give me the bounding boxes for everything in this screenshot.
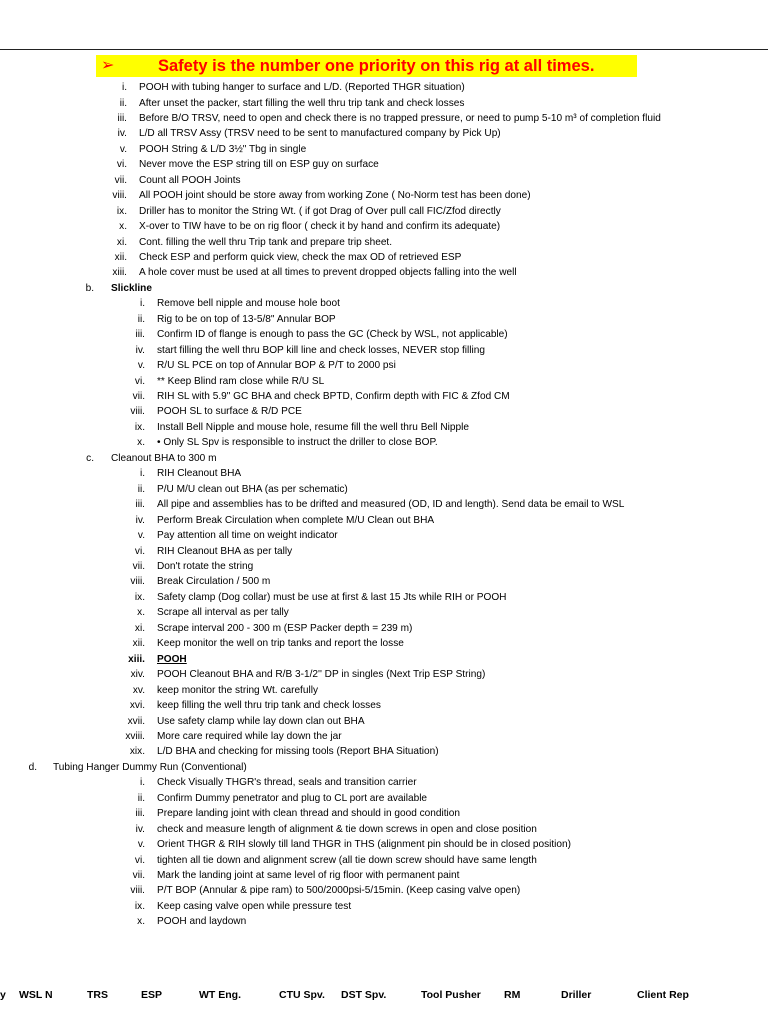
item-number: vi. (134, 375, 145, 387)
item-text: start filling the well thru BOP kill line and check losses, NEVER stop filling (157, 344, 486, 356)
item-text: All pipe and assemblies has to be drifted and measured (OD, ID and length). Send data be email to WSL (157, 499, 625, 511)
item-text: Mark the landing joint at same level of rig floor with permanent paint (157, 870, 460, 881)
item-text: Break Circulation / 500 m (157, 576, 271, 588)
item-text: Before B/O TRSV, need to open and check there is no trapped pressure, or need to pump 5-10 m³ of completion fluid (139, 112, 661, 124)
item-number: vi. (134, 545, 145, 557)
item-number: xii. (114, 251, 127, 263)
item-number: v. (137, 360, 145, 372)
item-text: Slickline (111, 282, 152, 294)
item-number: ix. (134, 900, 145, 912)
item-text: P/U M/U clean out BHA (as per schematic) (157, 483, 348, 495)
signature-label: DST Spv. (341, 989, 387, 1001)
item-text: L/D BHA and checking for missing tools (Report BHA Situation) (157, 746, 439, 758)
item-number: vi. (134, 854, 145, 866)
item-text: Scrape all interval as per tally (157, 607, 289, 619)
item-number: iii. (117, 112, 127, 124)
item-number: xii. (132, 638, 145, 650)
item-number: x. (137, 916, 145, 928)
item-number: vii. (132, 870, 145, 881)
item-number: iv. (135, 514, 145, 526)
item-number: x. (119, 221, 127, 232)
item-number: b. (85, 282, 94, 294)
item-text: Pay attention all time on weight indicator (157, 530, 338, 541)
item-number: i. (139, 298, 145, 310)
item-text: POOH and laydown (157, 916, 247, 928)
item-text: All POOH joint should be store away from working Zone ( No-Norm test has been done) (139, 190, 531, 202)
item-text: RIH Cleanout BHA as per tally (157, 545, 293, 557)
item-number: x. (137, 607, 145, 619)
item-number: ii. (119, 97, 127, 109)
item-text: POOH SL to surface & R/D PCE (157, 406, 302, 418)
item-number: xv. (132, 684, 145, 696)
item-text: • Only SL Spv is responsible to instruct the driller to close BOP. (157, 437, 438, 449)
item-text: After unset the packer, start filling the well thru trip tank and check losses (139, 97, 465, 109)
item-text: Check ESP and perform quick view, check the max OD of retrieved ESP (139, 251, 462, 263)
item-number: iv. (135, 823, 145, 835)
item-number: c. (86, 452, 94, 464)
item-text: Safety clamp (Dog collar) must be use at first & last 15 Jts while RIH or POOH (157, 591, 507, 603)
item-text: More care required while lay down the jar (157, 730, 342, 742)
item-text: Keep monitor the well on trip tanks and report the losse (157, 638, 404, 650)
item-text: Confirm Dummy penetrator and plug to CL port are available (157, 792, 428, 804)
item-number: xvii. (127, 715, 145, 727)
item-number: ii. (137, 792, 145, 804)
signature-label: CTU Spv. (279, 989, 325, 1001)
top-divider (0, 49, 768, 50)
item-number: ix. (116, 205, 127, 217)
item-text: check and measure length of alignment & tie down screws in open and close position (157, 823, 537, 835)
signature-label: ESP (141, 989, 163, 1001)
signature-label: y (0, 989, 6, 1001)
item-number: ix. (134, 421, 145, 433)
item-number: viii. (112, 190, 127, 202)
item-number: xix. (129, 746, 145, 758)
item-text: Never move the ESP string till on ESP guy on surface (139, 159, 379, 171)
item-text: RIH Cleanout BHA (157, 468, 242, 480)
item-number: ii. (137, 313, 145, 325)
signature-label: WT Eng. (199, 989, 241, 1001)
item-number: vii. (114, 174, 127, 186)
item-number: xi. (116, 236, 127, 248)
item-text: ** Keep Blind ram close while R/U SL (157, 375, 325, 387)
item-number: vi. (116, 159, 127, 171)
item-number: i. (121, 82, 127, 93)
item-text: Cont. filling the well thru Trip tank and prepare trip sheet. (139, 236, 393, 248)
safety-banner-text: Safety is the number one priority on this rig at all times. (158, 57, 595, 75)
item-number: xviii. (125, 730, 145, 742)
item-text: Check Visually THGR's thread, seals and transition carrier (157, 777, 417, 789)
item-text: tighten all tie down and alignment screw (all tie down screw should have same length (157, 854, 537, 866)
item-text: keep filling the well thru trip tank and check losses (157, 700, 381, 711)
item-number: i. (139, 468, 145, 480)
item-number: xi. (134, 622, 145, 634)
item-number: iii. (135, 499, 145, 511)
item-text: Don't rotate the string (157, 560, 254, 572)
item-text: Driller has to monitor the String Wt. ( if got Drag of Over pull call FIC/Zfod directly (139, 205, 501, 217)
item-text: Perform Break Circulation when complete M/U Clean out BHA (157, 514, 435, 526)
signature-label: Tool Pusher (421, 989, 481, 1001)
item-number: v. (119, 143, 127, 155)
item-number: ix. (134, 591, 145, 603)
item-number: ii. (137, 483, 145, 495)
item-text: POOH with tubing hanger to surface and L/D. (Reported THGR situation) (139, 82, 465, 93)
item-text: Use safety clamp while lay down clan out BHA (157, 715, 365, 727)
item-text: Install Bell Nipple and mouse hole, resume fill the well thru Bell Nipple (157, 421, 469, 433)
item-text: RIH SL with 5.9" GC BHA and check BPTD, Confirm depth with FIC & Zfod CM (157, 391, 510, 402)
item-text: Prepare landing joint with clean thread and should in good condition (157, 808, 461, 820)
item-text: P/T BOP (Annular & pipe ram) to 500/2000psi-5/15min. (Keep casing valve open) (157, 885, 521, 897)
item-number: viii. (130, 406, 145, 418)
item-number: viii. (130, 576, 145, 588)
item-number: vii. (132, 560, 145, 572)
signature-label: Driller (561, 989, 592, 1001)
signature-label: Client Rep (637, 989, 689, 1001)
item-text: POOH (157, 653, 187, 665)
item-text: keep monitor the string Wt. carefully (157, 684, 319, 696)
item-number: iii. (135, 329, 145, 341)
item-number: xvi. (129, 700, 145, 711)
item-number: viii. (130, 885, 145, 897)
item-text: L/D all TRSV Assy (TRSV need to be sent to manufactured company by Pick Up) (139, 128, 501, 140)
item-text: POOH Cleanout BHA and R/B 3-1/2'' DP in singles (Next Trip ESP String) (157, 669, 486, 681)
item-number: i. (139, 777, 145, 789)
item-number: xiii. (112, 267, 127, 279)
item-number: iii. (135, 808, 145, 820)
signature-label: WSL N (19, 989, 53, 1001)
item-text: Count all POOH Joints (139, 174, 241, 186)
item-text: Tubing Hanger Dummy Run (Conventional) (53, 761, 247, 773)
item-number: xiii. (128, 653, 145, 665)
item-text: A hole cover must be used at all times to prevent dropped objects falling into the well (139, 267, 517, 279)
item-text: Orient THGR & RIH slowly till land THGR in THS (alignment pin should be in closed position) (157, 839, 572, 851)
signature-label: TRS (87, 989, 108, 1001)
item-number: xiv. (130, 669, 145, 681)
item-number: iv. (135, 344, 145, 356)
item-text: R/U SL PCE on top of Annular BOP & P/T to 2000 psi (157, 360, 396, 372)
item-number: d. (28, 761, 37, 773)
safety-banner (96, 55, 637, 77)
item-number: v. (137, 530, 145, 541)
item-number: vii. (132, 391, 145, 402)
item-number: iv. (117, 128, 127, 140)
item-text: Remove bell nipple and mouse hole boot (157, 298, 340, 310)
item-text: POOH String & L/D 3½" Tbg in single (139, 143, 307, 155)
signature-label: RM (504, 989, 521, 1001)
item-number: x. (137, 437, 145, 449)
item-text: Scrape interval 200 - 300 m (ESP Packer depth = 239 m) (157, 622, 413, 634)
item-text: Keep casing valve open while pressure test (157, 900, 352, 912)
item-text: Confirm ID of flange is enough to pass the GC (Check by WSL, not applicable) (157, 329, 508, 341)
item-text: X-over to TIW have to be on rig floor ( check it by hand and confirm its adequate) (139, 221, 501, 232)
item-text: Rig to be on top of 13-5/8" Annular BOP (157, 313, 336, 325)
item-text: Cleanout BHA to 300 m (111, 452, 217, 464)
arrow-bullet-icon: ➢ (101, 57, 115, 74)
item-number: v. (137, 839, 145, 851)
